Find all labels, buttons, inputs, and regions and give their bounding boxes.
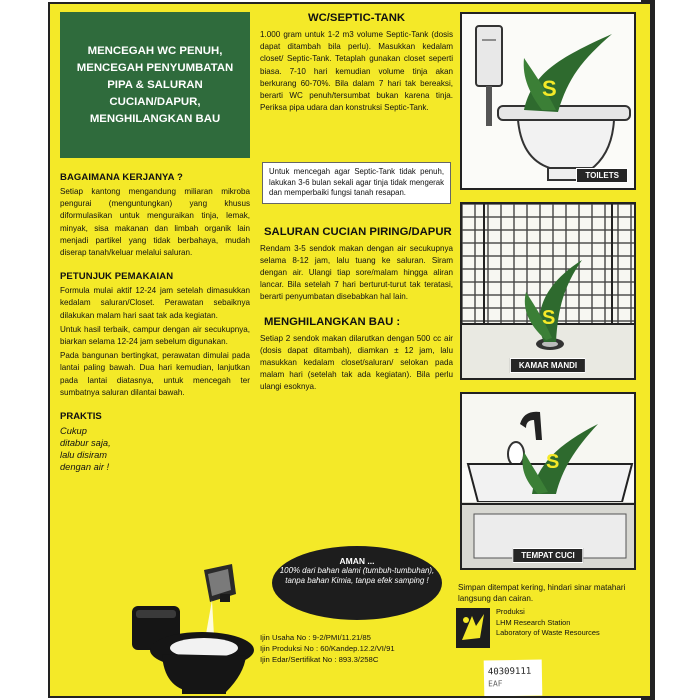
kitchen-text: Rendam 3-5 sendok makan dengan air secukupnya selama 8-12 jam, lalu tuang ke saluran. Siram dengan air. Ulangi tiap sore/malam hingga aliran lancar. Bila setelah 7 hari berturut-turut tak teratasi, berarti penyumbatan disebabkan hal lain. — [260, 243, 453, 302]
panel-label-sink: TEMPAT CUCI — [512, 548, 583, 563]
how-text: Setiap kantong mengandung miliaran mikroba pengurai (menguntungkan) yang khusus diformulasikan untuk menguraikan tinja, lemak, minyak, sisa makanan dan limbah organik lain menjadi partikel yang tidak berbahaya, mudah diserap tanah/keluar melalui saluran. — [60, 187, 250, 258]
instructions-p2: Untuk hasil terbaik, campur dengan air secukupnya, biarkan selama 12-24 jam sebelum digunakan. — [60, 324, 250, 347]
practical-title: PRAKTIS — [60, 411, 102, 423]
pour-stream-icon — [206, 600, 214, 636]
odor-text: Setiap 2 sendok makan dilarutkan dengan 500 cc air (dosis dapat ditambah), diamkan ± 12 jam, lalu masukkan kedalam closet/saluran/ selokan pada malam hari (setelah tak ada kegiatan). Bila perlu ulangi esoknya. — [260, 333, 453, 392]
permits — [260, 632, 395, 665]
kitchen-title: SALURAN CUCIAN PIRING/DAPUR — [264, 225, 452, 238]
pouring-bag-icon — [204, 564, 236, 602]
producer-lab: Laboratory of Waste Resources — [496, 628, 600, 637]
panel-label-bathroom: KAMAR MANDI — [510, 358, 586, 373]
septic-text: 1.000 gram untuk 1-2 m3 volume Septic-Tank (dosis dapat ditambah bila perlu). Masukkan kedalam closet/ Septic-Tank. Tetaplah gunakan closet seperti biasa. 7-10 hari kemudian volume tinja akan berkurang 60-70%. Bila dalam 7 hari tak bereaksi, berarti WC penuh/tersumbat bukan karena tinja. Periksa pipa udara dan konstruksi Septic-Tank. — [260, 30, 453, 113]
toilet-scene-illustration — [462, 14, 636, 190]
permit-distribution: Ijin Edar/Sertifikat No : 893.3/258C — [260, 655, 379, 664]
lhm-logo-icon — [456, 608, 490, 648]
brand-s-icon: S — [546, 451, 560, 473]
odor-title: MENGHILANGKAN BAU : — [264, 315, 401, 328]
middle-column — [260, 12, 453, 396]
toilet-icon — [132, 606, 254, 694]
package-back — [48, 2, 652, 698]
right-column — [456, 12, 646, 604]
batch-number: 40309111 — [487, 666, 532, 678]
panel-toilets — [460, 12, 636, 190]
safe-title: AMAN ... — [339, 556, 375, 566]
practical-text: Cukup ditabur saja, lalu disiram dengan air ! — [60, 426, 111, 473]
intro-text: MENCEGAH WC PENUH, MENCEGAH PENYUMBATAN PIPA & SALURAN CUCIAN/DAPUR, MENGHILANGKAN BAU — [76, 44, 234, 125]
panel-label-toilets: TOILETS — [576, 168, 628, 183]
septic-notice: Untuk mencegah agar Septic-Tank tidak penuh, lakukan 3-6 bulan sekali agar tinja tidak mengerak dan memperbaiki fungsi tanah resapan. — [262, 162, 451, 203]
bathroom-scene-illustration — [462, 204, 636, 380]
batch-code: EAF — [488, 679, 503, 689]
left-column — [60, 12, 250, 473]
safe-badge — [272, 546, 442, 620]
producer-name: LHM Research Station — [496, 617, 571, 627]
instructions-p1: Formula mulai aktif 12-24 jam setelah dimasukkan kedalam saluran/Closet. Perawatan sebaiknya dilakukan malam hari saat tak ada kegiatan. — [60, 286, 250, 320]
panel-sink — [460, 392, 636, 570]
intro-box — [60, 12, 250, 158]
producer-block — [456, 606, 646, 656]
storage-note: Simpan ditempat kering, hindari sinar matahari langsung dan cairan. — [458, 583, 626, 603]
toilet-pour-illustration — [122, 564, 262, 696]
brand-s-icon: S — [542, 307, 556, 329]
instructions-title: PETUNJUK PEMAKAIAN — [60, 271, 174, 283]
instructions-p3: Pada bangunan bertingkat, perawatan dimulai pada lantai paling bawah. Dua hari kemudian, lanjutkan pada lantai diatasnya, untuk mencegah ter sumbatnya saluran dilantai bawah. — [60, 351, 250, 397]
safe-text: 100% dari bahan alami (tumbuh-tumbuhan), tanpa bahan Kimia, tanpa efek samping ! — [279, 566, 435, 586]
brand-s-icon: S — [542, 76, 557, 101]
permit-business: Ijin Usaha No : 9-2/PMI/11.21/85 — [260, 633, 371, 642]
sink-scene-illustration — [462, 394, 636, 570]
how-title: BAGAIMANA KERJANYA ? — [60, 172, 183, 183]
septic-title: WC/SEPTIC-TANK — [307, 12, 406, 24]
producer-label: Produksi — [496, 607, 525, 616]
permit-production: Ijin Produksi No : 60/Kandep.12.2/VI/91 — [260, 644, 395, 653]
panel-bathroom — [460, 202, 636, 380]
batch-stamp — [484, 659, 543, 696]
